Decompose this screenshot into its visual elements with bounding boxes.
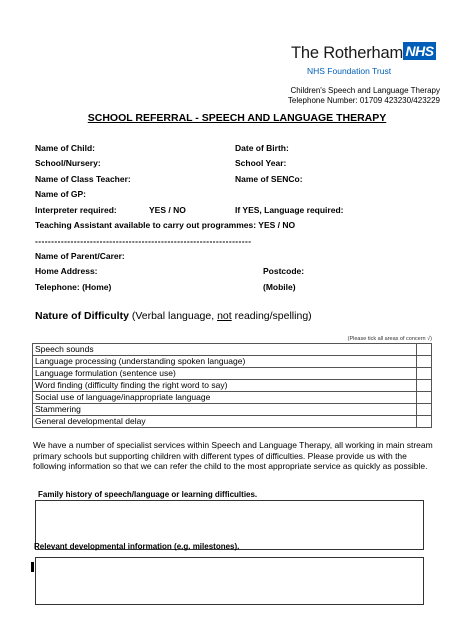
nature-heading <box>35 310 312 322</box>
nhs-logo-badge: NHS <box>403 42 436 60</box>
address-label: Home Address: <box>35 266 98 276</box>
service-name: Children's Speech and Language Therapy <box>290 86 440 95</box>
trust-subtitle: NHS Foundation Trust <box>307 66 392 76</box>
table-row <box>33 368 432 380</box>
interpreter-label: Interpreter required: <box>35 205 117 215</box>
section-divider: ------------------------------------------------------------------- <box>35 236 252 246</box>
difficulty-label: Word finding (difficulty finding the right word to say) <box>33 380 417 392</box>
language-required-label: If YES, Language required: <box>235 205 344 215</box>
difficulty-label: Social use of language/inappropriate language <box>33 392 417 404</box>
tick-cell[interactable] <box>417 392 432 404</box>
nature-sub-post: reading/spelling) <box>231 310 312 322</box>
tick-cell[interactable] <box>417 344 432 356</box>
difficulty-label: Language formulation (sentence use) <box>33 368 417 380</box>
trust-logo-text: The Rotherham <box>291 44 404 62</box>
interpreter-yes-no: YES / NO <box>149 205 186 215</box>
service-contact <box>288 86 440 106</box>
table-row <box>33 416 432 428</box>
child-name-label: Name of Child: <box>35 143 95 153</box>
difficulty-label: Language processing (understanding spoken language) <box>33 356 417 368</box>
senco-label: Name of SENCo: <box>235 174 303 184</box>
dob-label: Date of Birth: <box>235 143 289 153</box>
table-row <box>33 344 432 356</box>
table-row <box>33 392 432 404</box>
nature-sub-not: not <box>217 310 232 322</box>
difficulty-table <box>32 343 432 428</box>
school-year-label: School Year: <box>235 158 287 168</box>
parent-label: Name of Parent/Carer: <box>35 251 125 261</box>
telephone-number: Telephone Number: 01709 423230/423229 <box>287 96 440 105</box>
school-label: School/Nursery: <box>35 158 101 168</box>
nature-sub-pre: (Verbal language, <box>128 310 218 322</box>
mobile-label: (Mobile) <box>263 282 296 292</box>
tick-cell[interactable] <box>417 356 432 368</box>
teaching-assistant-label: Teaching Assistant available to carry out programmes: YES / NO <box>35 220 296 230</box>
developmental-label: Relevant developmental information (e.g. milestones). <box>34 542 240 551</box>
class-teacher-label: Name of Class Teacher: <box>35 174 131 184</box>
telephone-home-label: Telephone: (Home) <box>35 282 112 292</box>
tick-cell[interactable] <box>417 368 432 380</box>
tick-cell[interactable] <box>417 416 432 428</box>
gp-label: Name of GP: <box>35 189 87 199</box>
developmental-box[interactable] <box>35 557 424 605</box>
difficulty-label: General developmental delay <box>33 416 417 428</box>
page-title: SCHOOL REFERRAL - SPEECH AND LANGUAGE THERAPY <box>87 112 387 124</box>
postcode-label: Postcode: <box>263 266 305 276</box>
tick-instruction: (Please tick all areas of concern √) <box>347 336 432 342</box>
family-history-label: Family history of speech/language or learning difficulties. <box>38 490 258 499</box>
table-row <box>33 380 432 392</box>
margin-mark <box>31 562 34 572</box>
table-row <box>33 356 432 368</box>
info-paragraph: We have a number of specialist services within Speech and Language Therapy, all working in main stream primary schools but supporting children with different types of difficulties. Please provide us with the following information so that we can refer the child to the most appropriate service as quickly as possible. <box>33 440 433 471</box>
difficulty-label: Speech sounds <box>33 344 417 356</box>
table-row <box>33 404 432 416</box>
tick-cell[interactable] <box>417 380 432 392</box>
difficulty-label: Stammering <box>33 404 417 416</box>
tick-cell[interactable] <box>417 404 432 416</box>
nature-title: Nature of Difficulty <box>35 310 129 322</box>
